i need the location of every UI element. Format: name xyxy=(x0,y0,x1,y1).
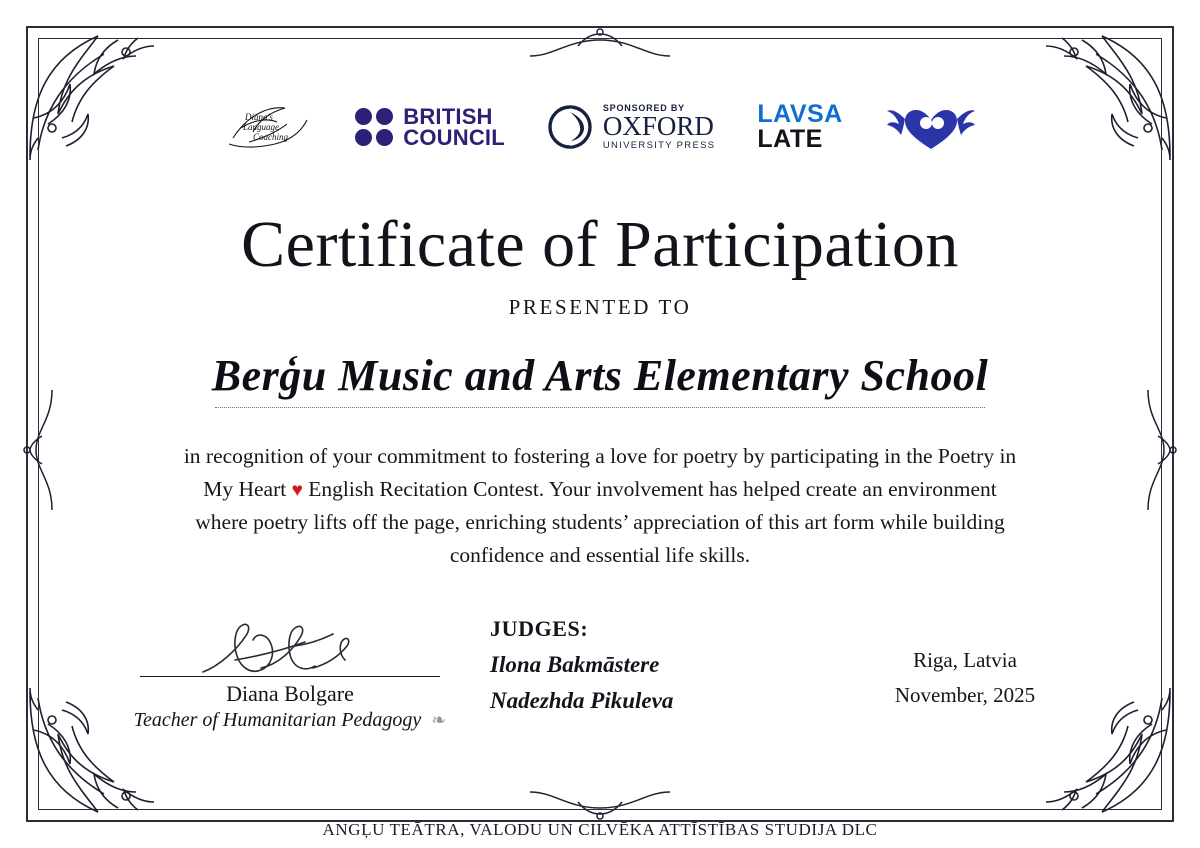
heart-icon: ♥ xyxy=(291,479,303,501)
recipient-name: Berģu Music and Arts Elementary School xyxy=(211,351,989,401)
edge-ornament-icon xyxy=(520,26,680,60)
citation-part-1: in recognition of your commitment to fostering a love for poetry by participating in the Poetry in My Heart xyxy=(183,444,1017,501)
organization-footer: ANGĻU TEĀTRA, VALODU UN CILVĒKA ATTĪSTĪBAS STUDIJA DLC xyxy=(322,820,878,839)
british-council-dots-icon xyxy=(355,108,393,146)
dove-ornament-icon: ❧ xyxy=(431,710,447,730)
certificate-title: Certificate of Participation xyxy=(241,208,959,281)
signer-name: Diana Bolgare xyxy=(226,681,354,706)
issue-place-date-block xyxy=(820,648,1110,732)
recipient-underline xyxy=(215,407,985,408)
heart-with-wings-icon xyxy=(885,99,977,155)
judge-name: Nadezhda Pikuleva xyxy=(490,688,674,713)
handwritten-signature-icon xyxy=(175,616,405,682)
certificate-content xyxy=(60,58,1140,790)
judges-label: JUDGES: xyxy=(490,616,589,641)
issue-date: November, 2025 xyxy=(894,683,1036,707)
lavsa-late-logo xyxy=(757,102,842,152)
heart-dove-logo xyxy=(885,99,977,155)
oxford-subtitle: UNIVERSITY PRESS xyxy=(602,140,716,151)
sponsor-logos-row xyxy=(60,84,1140,170)
oxford-swirl-icon xyxy=(547,104,593,150)
presented-to-label: PRESENTED TO xyxy=(508,295,692,320)
signer-role: Teacher of Humanitarian Pedagogy xyxy=(133,709,422,731)
oxford-name: OXFORD xyxy=(602,111,714,141)
edge-ornament-icon xyxy=(1144,380,1178,520)
british-council-line2: COUNCIL xyxy=(403,125,505,150)
citation-part-2: English Recitation Contest. Your involvement has helped create an environment where poetry lifts off the page, enriching students’ appreciation of this art form while building confidence and essential life skills. xyxy=(195,476,1005,567)
judge-name: Ilona Bakmāstere xyxy=(490,652,660,677)
edge-ornament-icon xyxy=(520,788,680,822)
signature-block xyxy=(90,616,490,732)
svg-text:Language: Language xyxy=(243,122,280,132)
british-council-line1: BRITISH xyxy=(403,104,493,129)
svg-text:Coaching: Coaching xyxy=(253,132,289,142)
judges-block xyxy=(490,616,820,732)
edge-ornament-icon xyxy=(22,380,56,520)
oxford-sponsored-label: SPONSORED BY xyxy=(602,103,685,113)
lavsa-line2: LATE xyxy=(757,125,823,153)
dianas-language-coaching-logo xyxy=(223,98,313,156)
citation-text xyxy=(175,440,1025,571)
certificate-footer-row xyxy=(60,616,1140,732)
issue-place: Riga, Latvia xyxy=(913,648,1017,672)
british-council-logo xyxy=(355,106,505,148)
svg-text:Diana's: Diana's xyxy=(245,112,274,122)
oxford-university-press-logo xyxy=(547,103,715,151)
signature-line xyxy=(140,676,440,677)
lavsa-line1: LAVSA xyxy=(757,100,843,128)
